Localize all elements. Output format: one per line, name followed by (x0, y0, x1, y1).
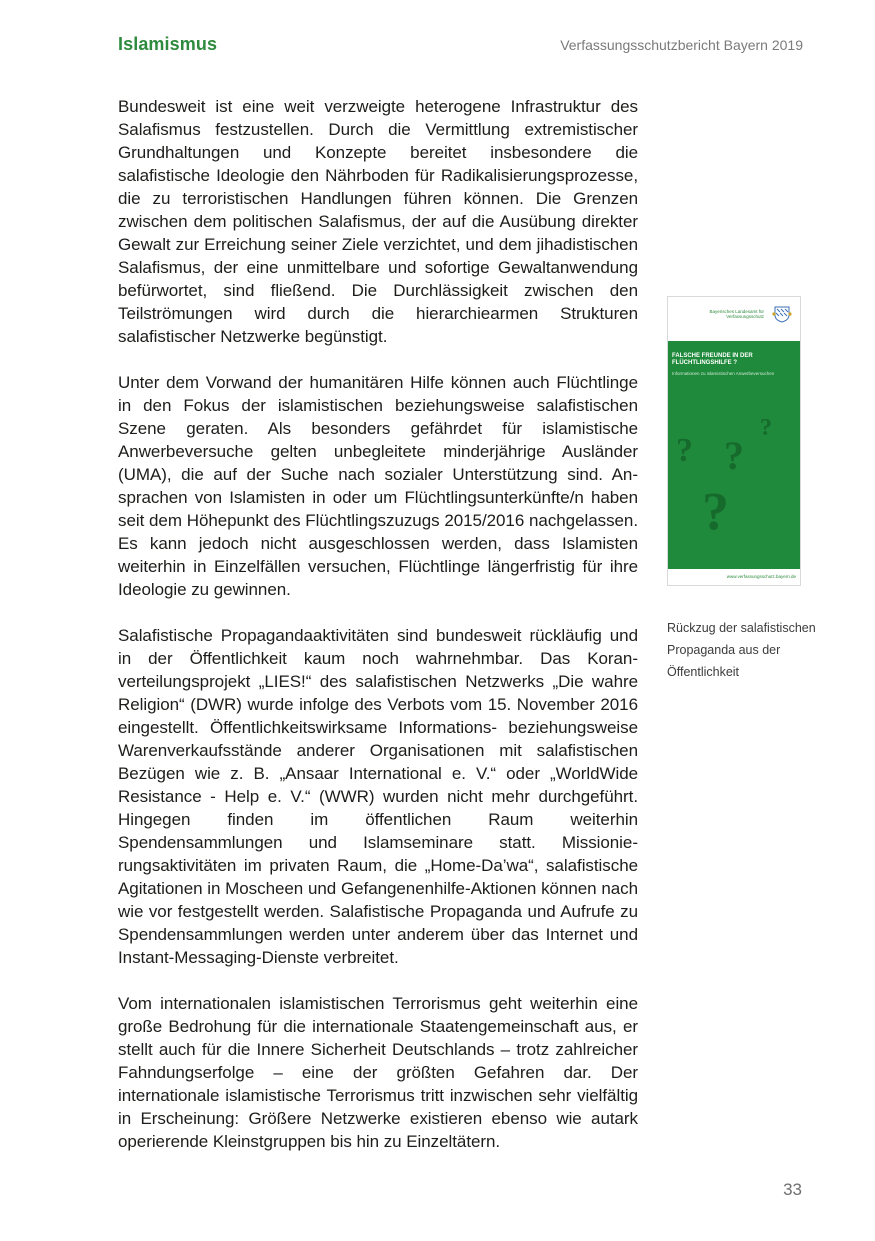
paragraph: Unter dem Vorwand der humanitären Hilfe können auch Flüchtlinge in den Fokus der islamistischen beziehungsweise salafistischen Szene geraten. Als besonders gefährdet für islamistische Anwerbeversuche gelten unbegleitete minderjährige Ausländer (UMA), die auf der Suche nach sozialer Unterstützung sind. Ansprachen von Islamisten in oder um Flüchtlingsunterkünfte/n haben seit dem Höhepunkt des Flüchtlingszuzugs 2015/2016 nachgelassen. Es kann jedoch nicht ausgeschlossen werden, dass Islamisten weiterhin in Einzelfällen versuchen, Flüchtlinge längerfristig für ihre Ideologie zu gewinnen. (118, 373, 638, 599)
brochure-subtitle: Informationen zu islamistischen Anwerbeversuchen (672, 371, 775, 376)
question-mark-icon: ? (702, 481, 729, 541)
paragraph: Salafistische Propagandaaktivitäten sind bundesweit rückläufig und in der Öffentlichkeit kaum noch wahrnehmbar. Das Koranverteilungsprojekt „LIES!“ des salafistischen Netzwerks „Die wahre Religion“ (DWR) wurde infolge des Verbots vom 15. November 2016 eingestellt. Öffentlichkeitswirksame Informations- beziehungsweise Warenverkaufsstände anderer Organisationen mit salafistischen Bezügen wie z. B. „Ansaar International e. V.“ oder „WorldWide Resistance - Help e. V.“ (WWR) wurden nicht mehr durchgeführt. Hingegen finden im öffentlichen Raum weiterhin Spendensammlungen und Islamseminare statt. Missionierungsaktivitäten im privaten Raum, die „Home-Da’wa“, salafistische Agitationen in Moscheen und Gefangenenhilfe-Aktionen können nach wie vor festgestellt werden. Salafistische Propaganda und Aufrufe zu Spendensammlungen werden unter anderem über das Internet und Instant-Messaging-Dienste verbreitet. (118, 626, 638, 967)
publication-title: Verfassungsschutzbericht Bayern 2019 (560, 37, 803, 53)
bavarian-crest-icon (772, 305, 792, 323)
question-mark-icon: ? (760, 415, 772, 441)
question-mark-icon: ? (724, 433, 744, 478)
question-mark-icon: ? (676, 432, 693, 469)
brochure-footer (668, 569, 800, 585)
brochure-header (668, 297, 800, 341)
paragraph: Vom internationalen islamistischen Terrorismus geht weiterhin eine große Bedrohung für die internationale Staatengemeinschaft aus, er stellt auch für die Innere Sicherheit Deutschlands – trotz zahlreicher Fahndungserfolge – eine der größten Gefahren dar. Der internationale islamistische Terrorismus tritt inzwischen sehr vielfältig in Erscheinung: Größere Netzwerke existieren ebenso wie autark operierende Kleinstgruppen bis hin zu Einzeltätern. (118, 994, 638, 1151)
brochure-cover (668, 341, 800, 569)
figure-caption: Rückzug der salafistischen Propaganda aus der Öffentlichkeit (667, 621, 816, 679)
section-title: Islamismus (118, 34, 218, 54)
question-marks-graphic (668, 341, 800, 569)
paragraph: Bundesweit ist eine weit verzweigte heterogene Infrastruktur des Salafismus festzustellen. Durch die Vermittlung extremistischer Grundhaltungen und Konzepte bereitet insbesondere die salafistische Ideologie den Nährboden für Radikalisierungsprozesse, die zu terroristischen Handlungen führen können. Die Grenzen zwischen dem politischen Salafismus, der auf die Ausübung direkter Gewalt zur Erreichung seiner Ziele verzichtet, und dem jihadistischen Salafismus, der eine unmittelbare und sofortige Gewaltanwendung befürwortet, sind fließend. Die Durchlässigkeit zwischen den Teilströmungen wird durch die hierarchiearmen Strukturen salafistischer Netzwerke begünstigt. (118, 97, 638, 346)
brochure-url: www.verfassungsschutz.bayern.de (726, 574, 796, 579)
body-text (118, 95, 638, 1176)
page-number: 33 (783, 1180, 802, 1199)
brochure-publisher: Bayerisches Landesamt für Verfassungsschutz (709, 309, 764, 319)
brochure-image (667, 296, 801, 586)
brochure-title: FALSCHE FREUNDE IN DER FLÜCHTLINGSHILFE ? (672, 353, 753, 366)
